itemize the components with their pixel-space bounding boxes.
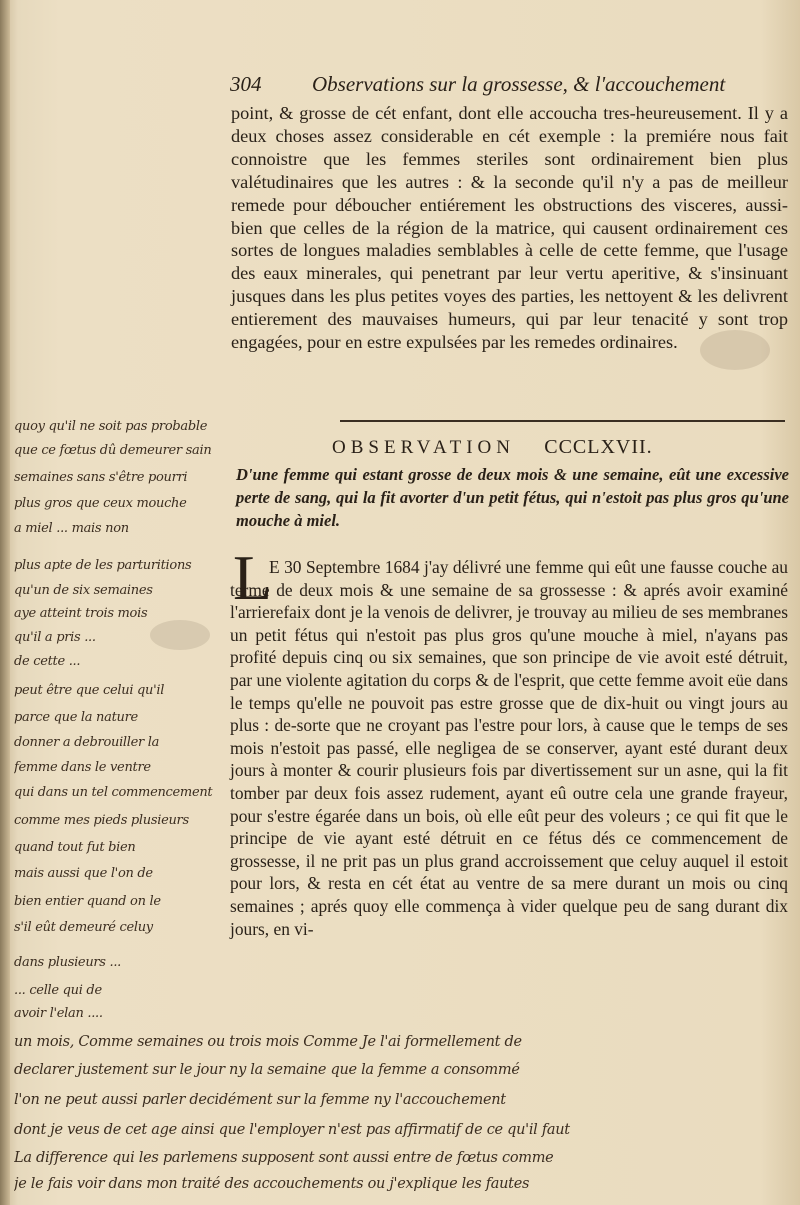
- page-number: 304: [230, 72, 262, 96]
- observation-heading: [332, 436, 792, 459]
- margin-note-line: femme dans le ventre: [14, 760, 151, 775]
- margin-note-line: bien entier quand on le: [14, 894, 161, 909]
- margin-note-line: a miel ... mais non: [14, 521, 129, 536]
- paragraph-text: point, & grosse de cét enfant, dont elle accoucha tres-heureusement. Il y a deux choses assez considerable en cét exemple : la premiére nous fait connoistre que les femmes steriles sont ordinairement bien plus valétudinaires que les autres : & la seconde qu'il n'y a pas de meilleur remede pour déboucher entiérement les obstructions des visceres, aussi-bien que celles de la région de la matrice, qui causent ordinairement ces sortes de longues maladies semblables à celle de cette femme, que l'usage des eaux minerales, qui penetrant par leur vertu aperitive, & s'insinuant jusques dans les plus petites voyes des parties, les nettoyent & les delivrent entierement des mauvaises humeurs, qui par leur tenacité y sont trop engagées, pour en estre expulsées par les remedes ordinaires.: [231, 103, 788, 353]
- margin-note-line: parce que la nature: [14, 710, 138, 725]
- paper-stain: [700, 330, 770, 370]
- page-gutter: [0, 0, 10, 1205]
- margin-note-line: qui dans un tel commencement: [14, 785, 213, 800]
- body-text: E 30 Septembre 1684 j'ay délivré une femme qui eût une fausse couche au terme de deux mois & une semaine de sa grossesse : & aprés avoir examiné l'arrierefaix dont je la venois de delivrer, je trouvay au milieu de ses membranes un petit fétus qui n'estoit pas plus gros qu'une mouche à miel, n'ayans pas profité depuis cinq ou six semaines, que son principe de vie avoit esté détruit, par une violente agitation du corps & de l'esprit, que cette femme avoit eüe dans le temps qu'elle ne pouvoit pas estre grosse que de dix-huit ou vingt jours au plus : de-sorte que ne croyant pas l'estre pour lors, à cause que le temps de ses mois n'estoit pas passé, elle negligea de se conserver, ayant esté durant deux jours à monter & courir plusieurs fois par divertissement sur un asne, qui la fit tomber par deux fois assez rudement, ayant eû outre cela une grande frayeur, pour s'estre égarée dans un bois, où elle eût peur des voleurs ; ce qui fit que le principe de vie ayant esté détruit en ce fétus dés ce commencement de grossesse, il ne prit pas un plus grand accroissement que celuy auquel il estoit pour lors, & resta en cét état au ventre de sa mere durant un mois ou cinq semaines ; aprés quoy elle commença à vider quelque peu de sang durant dix jours, en vi-: [230, 557, 788, 939]
- observation-body: [230, 556, 788, 940]
- margin-note-line: plus gros que ceux mouche: [14, 496, 187, 511]
- continued-paragraph: [231, 102, 788, 354]
- footer-note-line: un mois, Comme semaines ou trois mois Comme Je l'ai formellement de: [14, 1034, 522, 1050]
- page-header: [230, 72, 790, 100]
- margin-note-line: qu'un de six semaines: [14, 583, 153, 598]
- margin-note-line: semaines sans s'être pourri: [14, 470, 188, 485]
- observation-summary: [236, 463, 789, 532]
- margin-note-line: avoir l'elan ....: [14, 1006, 103, 1021]
- margin-note-line: peut être que celui qu'il: [14, 683, 165, 698]
- margin-note-line: qu'il a pris ...: [14, 630, 96, 645]
- margin-note-line: mais aussi que l'on de: [14, 866, 153, 881]
- footer-note-line: declarer justement sur le jour ny la semaine que la femme a consommé: [14, 1062, 520, 1078]
- margin-note-line: quoy qu'il ne soit pas probable: [14, 419, 208, 434]
- drop-capital: L: [233, 542, 273, 613]
- summary-text: D'une femme qui estant grosse de deux mois & une semaine, eût une excessive perte de sang, qui la fit avorter d'un petit fétus, qui n'estoit pas plus gros qu'une mouche à miel.: [236, 465, 789, 530]
- footer-note-line: l'on ne peut aussi parler decidément sur la femme ny l'accouchement: [14, 1092, 506, 1108]
- margin-note-line: s'il eût demeuré celuy: [14, 920, 153, 935]
- margin-note-line: quand tout fut bien: [14, 840, 136, 855]
- margin-note-line: dans plusieurs ...: [14, 955, 122, 970]
- paper-stain: [150, 620, 210, 650]
- margin-note-line: de cette ...: [14, 654, 81, 669]
- observation-number: CCCLXVII.: [544, 436, 653, 458]
- observation-label: OBSERVATION: [332, 437, 515, 458]
- footer-note-line: je le fais voir dans mon traité des accouchements ou j'explique les fautes: [14, 1176, 530, 1192]
- section-rule: [340, 420, 785, 422]
- margin-note-line: aye atteint trois mois: [14, 606, 148, 621]
- footer-note-line: dont je veus de cet age ainsi que l'employer n'est pas affirmatif de ce qu'il faut: [14, 1122, 570, 1138]
- margin-note-line: plus apte de les parturitions: [14, 558, 192, 573]
- margin-note-line: que ce fœtus dû demeurer sain: [14, 443, 212, 458]
- running-title: Observations sur la grossesse, & l'accouchement: [312, 72, 726, 96]
- margin-note-line: ... celle qui de: [14, 983, 102, 998]
- margin-note-line: comme mes pieds plusieurs: [14, 813, 189, 828]
- footer-note-line: La difference qui les parlemens supposent sont aussi entre de fœtus comme: [14, 1150, 554, 1166]
- margin-note-line: donner a debrouiller la: [14, 735, 160, 750]
